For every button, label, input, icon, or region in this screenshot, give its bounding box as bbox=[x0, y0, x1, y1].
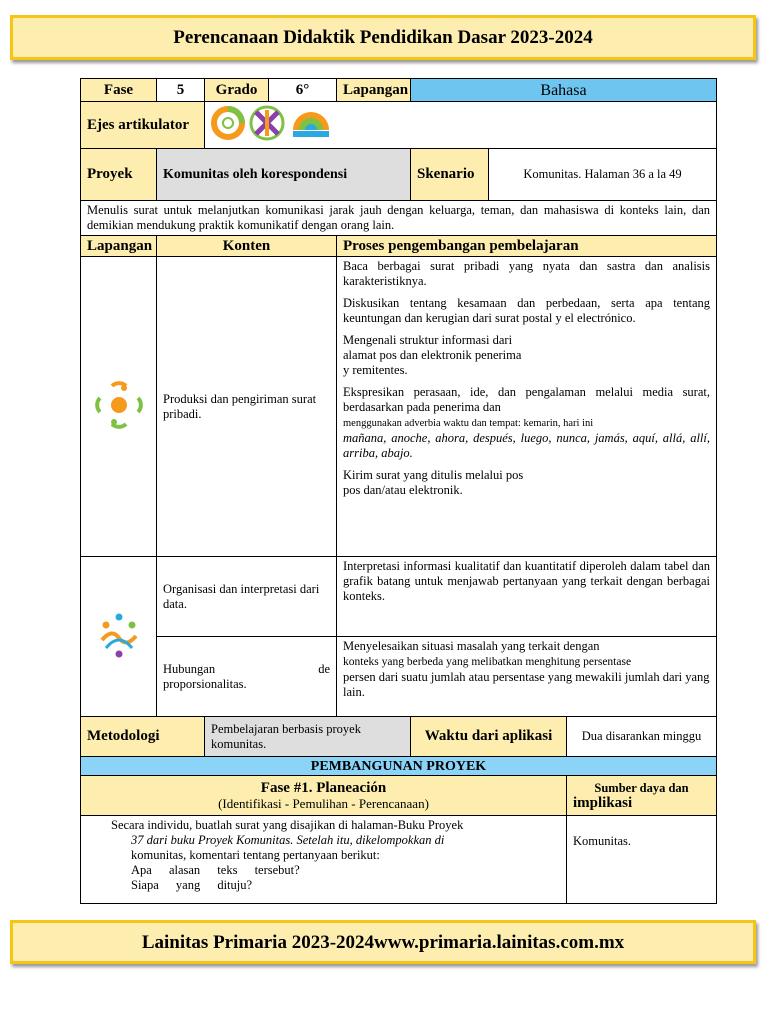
ejes-artikulator-icons bbox=[209, 104, 349, 142]
footer-banner bbox=[10, 920, 756, 964]
proses-1-item-1: Baca berbagai surat pribadi yang nyata dan sastra dan analisis karakteristiknya. bbox=[343, 259, 710, 288]
proses-1-item-5 bbox=[343, 468, 710, 498]
fase1-activity-text-1: Secara individu, buatlah surat yang disajikan di halaman-Buku Proyek bbox=[111, 818, 464, 832]
proses-cell-2: Interpretasi informasi kualitatif dan kuantitatif diperoleh dalam tabel dan grafik batang untuk menjawab pertanyaan yang terkait dengan berbagai konteks. bbox=[337, 557, 717, 637]
ejes-label: Ejes artikulator bbox=[81, 102, 205, 149]
proyek-row bbox=[81, 149, 717, 201]
skenario-label: Skenario bbox=[411, 149, 489, 201]
culture-icon bbox=[293, 112, 329, 137]
fase1-title-cell bbox=[81, 776, 567, 816]
proses-1-item-3-line-3: y remitentes. bbox=[343, 363, 408, 377]
proses-1-item-5-line-2: pos dan/atau elektronik. bbox=[343, 483, 463, 497]
fase1-content-row bbox=[81, 816, 717, 904]
col-konten: Konten bbox=[157, 236, 337, 257]
page-title-banner bbox=[10, 15, 756, 60]
proyek-value: Komunitas oleh korespondensi bbox=[157, 149, 411, 201]
description-row bbox=[81, 201, 717, 236]
info-row bbox=[81, 79, 717, 102]
content-row-3 bbox=[81, 637, 717, 717]
proses-3-line-1: Menyelesaikan situasi masalah yang terkait dengan bbox=[343, 639, 600, 653]
lapangan-label: Lapangan bbox=[337, 79, 411, 102]
skenario-value: Komunitas. Halaman 36 a la 49 bbox=[489, 149, 717, 201]
waktu-label: Waktu dari aplikasi bbox=[411, 717, 567, 757]
content-row-1 bbox=[81, 257, 717, 557]
fase1-subtitle: (Identifikasi - Pemulihan - Perencanaan) bbox=[218, 795, 429, 811]
fase1-header-row bbox=[81, 776, 717, 816]
grado-label: Grado bbox=[205, 79, 269, 102]
pembangunan-row bbox=[81, 757, 717, 776]
saberes-field-icon bbox=[94, 610, 144, 660]
proyek-label: Proyek bbox=[81, 149, 157, 201]
col-lapangan: Lapangan bbox=[81, 236, 157, 257]
lapangan-value: Bahasa bbox=[411, 79, 717, 102]
content-row-2 bbox=[81, 557, 717, 637]
proses-1-item-2: Diskusikan tentang kesamaan dan perbedaan, serta apa tentang keuntungan dan kerugian dari surat postal y el electrónico. bbox=[343, 296, 710, 325]
fase1-activity bbox=[81, 816, 567, 904]
proses-1-item-3-line-2: alamat pos dan elektronik penerima bbox=[343, 348, 522, 362]
metodologi-row bbox=[81, 717, 717, 757]
proses-1-item-4-line-1: Ekspresikan perasaan, ide, dan pengalaman melalui media surat, berdasarkan pada penerima dan bbox=[343, 385, 710, 414]
fase1-resource: Komunitas. bbox=[567, 816, 717, 904]
proses-1-item-5-line-1: Kirim surat yang ditulis melalui pos bbox=[343, 468, 524, 482]
inclusion-icon bbox=[214, 109, 242, 137]
metodologi-value: Pembelajaran berbasis proyek komunitas. bbox=[205, 717, 411, 757]
footer-text: Lainitas Primaria 2023-2024www.primaria.lainitas.com.mx bbox=[141, 932, 625, 953]
waktu-value: Dua disarankan minggu bbox=[567, 717, 717, 757]
critical-thinking-icon bbox=[251, 107, 283, 139]
konten-3-line-1 bbox=[163, 662, 330, 677]
proses-cell-1 bbox=[337, 257, 717, 557]
metodologi-label: Metodologi bbox=[81, 717, 205, 757]
columns-header-row bbox=[81, 236, 717, 257]
project-description: Menulis surat untuk melanjutkan komunikasi jarak jauh dengan keluarga, teman, dan mahasiswa di konteks lain, dan demikian mendukung praktik komunikatif dengan orang lain. bbox=[81, 201, 717, 236]
sumber-daya-header bbox=[567, 776, 717, 816]
proses-1-item-3-line-1: Mengenali struktur informasi dari bbox=[343, 333, 513, 347]
saberes-field-cell bbox=[81, 557, 157, 717]
fase1-question-1: Apa alasan teks tersebut? bbox=[131, 863, 300, 877]
ejes-row bbox=[81, 102, 717, 149]
proses-1-item-4-line-3: mañana, anoche, ahora, después, luego, nunca, jamás, aquí, allá, allí, arriba, abajo. bbox=[343, 431, 710, 460]
page-title: Perencanaan Didaktik Pendidikan Dasar 2023-2024 bbox=[173, 27, 593, 48]
planning-table bbox=[80, 78, 717, 904]
ejes-icons bbox=[205, 102, 717, 149]
proses-1-item-4-line-2: menggunakan adverbia waktu dan tempat: kemarin, hari ini bbox=[343, 418, 594, 429]
proses-1-item-3 bbox=[343, 333, 710, 378]
fase-label: Fase bbox=[81, 79, 157, 102]
sumber-daya-line-2: implikasi bbox=[573, 794, 633, 811]
lenguajes-field-cell bbox=[81, 257, 157, 557]
konten-cell-3 bbox=[157, 637, 337, 717]
proses-1-item-4 bbox=[343, 385, 710, 461]
fase1-activity-line-2: 37 dari buku Proyek Komunitas. Setelah itu, dikelompokkan di bbox=[131, 833, 445, 847]
proses-3-line-3: persen dari suatu jumlah atau persentase yang mewakili jumlah dari yang lain. bbox=[343, 670, 710, 699]
col-proses: Proses pengembangan pembelajaran bbox=[337, 236, 717, 257]
pembangunan-title: PEMBANGUNAN PROYEK bbox=[81, 757, 717, 776]
fase1-title: Fase #1. Planeación bbox=[260, 779, 387, 796]
konten-3-word-2: de bbox=[318, 661, 330, 676]
fase1-activity-line-1 bbox=[111, 818, 560, 833]
konten-3-word-1: Hubungan bbox=[163, 661, 216, 676]
fase1-question-2: Siapa yang dituju? bbox=[131, 878, 253, 892]
fase1-activity-line-3: komunitas, komentari tentang pertanyaan berikut: bbox=[131, 848, 380, 862]
sumber-daya-line-1: Sumber daya dan bbox=[594, 780, 689, 795]
proses-cell-3 bbox=[337, 637, 717, 717]
konten-3-line-2: proporsionalitas. bbox=[163, 676, 247, 691]
konten-cell-1: Produksi dan pengiriman surat pribadi. bbox=[157, 257, 337, 557]
lenguajes-field-icon bbox=[94, 380, 144, 430]
proses-3-line-2: konteks yang berbeda yang melibatkan menghitung persentase bbox=[343, 656, 632, 668]
fase-value: 5 bbox=[157, 79, 205, 102]
konten-cell-2: Organisasi dan interpretasi dari data. bbox=[157, 557, 337, 637]
grado-value: 6° bbox=[269, 79, 337, 102]
